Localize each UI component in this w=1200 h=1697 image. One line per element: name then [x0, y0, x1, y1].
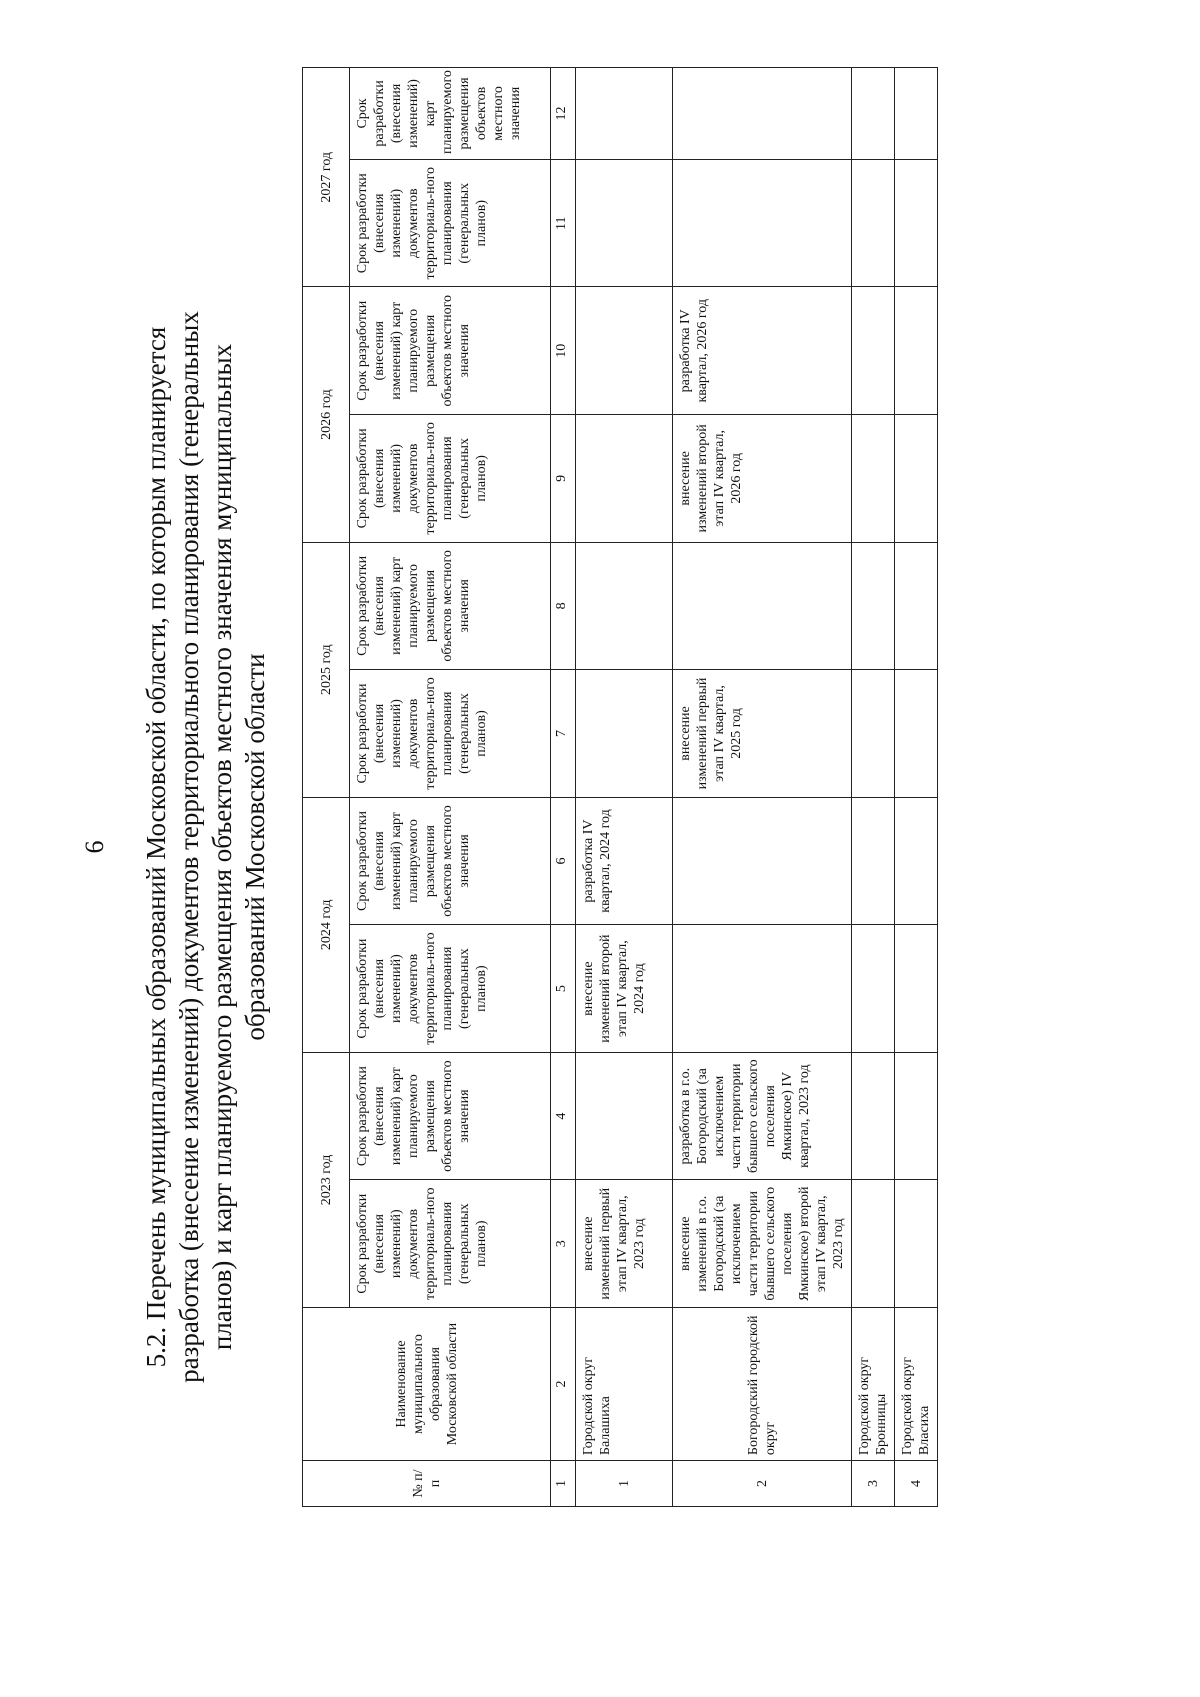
column-number: 4	[551, 1052, 576, 1180]
table-cell	[852, 1180, 895, 1308]
header-doc-term: Срок разработки (внесения изменений) документов территориаль-ного планирования (генеральных планов)	[350, 159, 551, 287]
header-years-row	[303, 68, 350, 1507]
table-row	[673, 68, 852, 1507]
table-cell	[852, 670, 895, 798]
row-number: 1	[576, 1461, 673, 1507]
table-cell	[852, 287, 895, 415]
header-year: 2027 год	[303, 68, 350, 288]
table-row	[852, 68, 895, 1507]
column-number: 5	[551, 925, 576, 1053]
header-num: № п/п	[303, 1461, 551, 1507]
table-cell	[895, 1052, 938, 1180]
table-cell: внесение изменений первый этап IV квартал, 2025 год	[673, 670, 852, 798]
header-doc-term: Срок разработки (внесения изменений) документов территориаль-ного планирования (генеральных планов)	[350, 670, 551, 798]
municipality-name: Городской округ Бронницы	[852, 1308, 895, 1461]
table-cell	[895, 68, 938, 160]
header-doc-term: Срок разработки (внесения изменений) документов территориаль-ного планирования (генеральных планов)	[350, 415, 551, 543]
table-cell	[852, 1052, 895, 1180]
column-number: 3	[551, 1180, 576, 1308]
table-cell	[576, 1052, 673, 1180]
row-number: 2	[673, 1461, 852, 1507]
table-cell	[895, 415, 938, 543]
column-number: 9	[551, 415, 576, 543]
municipality-name: Богородский городской округ	[673, 1308, 852, 1461]
table-cell	[852, 159, 895, 287]
column-number: 10	[551, 287, 576, 415]
table-cell	[852, 542, 895, 670]
column-number: 2	[551, 1308, 576, 1461]
header-map-term: Срок разработки (внесения изменений) карт планируемого размещения объектов местного значения	[350, 1052, 551, 1180]
header-doc-term: Срок разработки (внесения изменений) документов территориаль-ного планирования (генеральных планов)	[350, 1180, 551, 1308]
table-cell	[673, 159, 852, 287]
municipality-name: Городской округ Балашиха	[576, 1308, 673, 1461]
table-cell	[576, 415, 673, 543]
column-number: 12	[551, 68, 576, 160]
header-map-term: Срок разработки (внесения изменений) карт планируемого размещения объектов местного значения	[350, 68, 551, 160]
table-cell	[852, 68, 895, 160]
table-cell	[673, 797, 852, 925]
table-cell	[576, 542, 673, 670]
table-cell	[895, 670, 938, 798]
table-cell	[895, 287, 938, 415]
header-doc-term: Срок разработки (внесения изменений) документов территориаль-ного планирования (генеральных планов)	[350, 925, 551, 1053]
table-cell	[576, 159, 673, 287]
table-cell	[852, 415, 895, 543]
title-line: 5.2. Перечень муниципальных образований Московской области, по которым планируется	[141, 326, 171, 1368]
table-cell: внесение изменений первый этап IV квартал, 2023 год	[576, 1180, 673, 1308]
table-cell: разработка IV квартал, 2026 год	[673, 287, 852, 415]
plan-table	[302, 67, 938, 1507]
title-line: образований Московской области	[240, 653, 270, 1041]
row-number: 4	[895, 1461, 938, 1507]
row-number: 3	[852, 1461, 895, 1507]
column-number: 1	[551, 1461, 576, 1507]
table-cell	[895, 925, 938, 1053]
table-cell: внесение изменений второй этап IV квартал, 2026 год	[673, 415, 852, 543]
table-cell	[576, 670, 673, 798]
page-number: 6	[80, 840, 109, 854]
column-numbers-row	[551, 68, 576, 1507]
municipality-name: Городской округ Власиха	[895, 1308, 938, 1461]
table-cell	[673, 925, 852, 1053]
table-row	[576, 68, 673, 1507]
table-cell	[576, 68, 673, 160]
table-cell	[852, 925, 895, 1053]
table-cell	[673, 542, 852, 670]
column-number: 7	[551, 670, 576, 798]
table-cell	[852, 797, 895, 925]
header-year: 2025 год	[303, 542, 350, 797]
table-cell	[895, 542, 938, 670]
header-map-term: Срок разработки (внесения изменений) карт планируемого размещения объектов местного значения	[350, 542, 551, 670]
column-number: 11	[551, 159, 576, 287]
title-line: планов) и карт планируемого размещения объектов местного значения муниципальных	[207, 343, 237, 1351]
table-cell: внесение изменений второй этап IV квартал, 2024 год	[576, 925, 673, 1053]
column-number: 8	[551, 542, 576, 670]
table-cell	[576, 287, 673, 415]
header-year: 2023 год	[303, 1052, 350, 1307]
document-title	[140, 167, 272, 1527]
header-name: Наименование муниципального образования Московской области	[303, 1308, 551, 1461]
table-cell	[895, 159, 938, 287]
table-cell: разработка в г.о. Богородский (за исключением части территории бывшего сельского поселения Ямкинское) IV квартал, 2023 год	[673, 1052, 852, 1180]
header-year: 2026 год	[303, 287, 350, 542]
column-number: 6	[551, 797, 576, 925]
header-year: 2024 год	[303, 797, 350, 1052]
table-cell	[895, 797, 938, 925]
header-map-term: Срок разработки (внесения изменений) карт планируемого размещения объектов местного значения	[350, 287, 551, 415]
header-map-term: Срок разработки (внесения изменений) карт планируемого размещения объектов местного значения	[350, 797, 551, 925]
table-cell: внесение изменений в г.о. Богородский (за исключением части территории бывшего сельского поселения Ямкинское) второй этап IV квартал, 2023 год	[673, 1180, 852, 1308]
table-cell: разработка IV квартал, 2024 год	[576, 797, 673, 925]
title-line: разработка (внесение изменений) документов территориального планирования (генеральных	[174, 311, 204, 1383]
header-columns-row	[350, 68, 551, 1507]
table-cell	[895, 1180, 938, 1308]
table-row	[895, 68, 938, 1507]
table-cell	[673, 68, 852, 160]
